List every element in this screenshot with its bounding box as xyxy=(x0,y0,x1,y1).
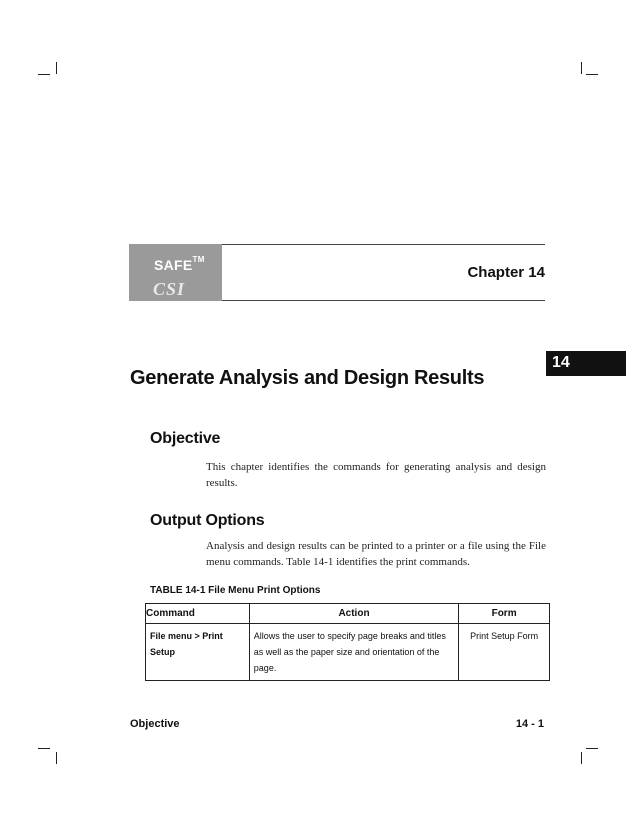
crop-mark xyxy=(581,62,582,74)
column-header-form: Form xyxy=(459,604,550,624)
crop-mark xyxy=(586,748,598,749)
footer-section-name: Objective xyxy=(130,718,180,730)
section-heading-output-options: Output Options xyxy=(150,512,265,529)
section-heading-objective: Objective xyxy=(150,430,221,447)
crop-mark xyxy=(56,62,57,74)
crop-mark xyxy=(586,74,598,75)
chapter-thumb-tab: 14 xyxy=(546,351,626,376)
crop-mark xyxy=(38,74,50,75)
banner-rule-top xyxy=(222,244,545,245)
column-header-command: Command xyxy=(146,604,250,624)
cell-command: File menu > Print Setup xyxy=(146,624,250,681)
print-options-table xyxy=(145,603,550,681)
crop-mark xyxy=(581,752,582,764)
chapter-banner xyxy=(129,244,545,301)
safe-csi-logo: SAFE™ CSI xyxy=(129,244,222,301)
section-paragraph-objective: This chapter identifies the commands for generating analysis and design results. xyxy=(206,461,546,489)
crop-mark xyxy=(38,748,50,749)
cell-form: Print Setup Form xyxy=(459,624,550,681)
column-header-action: Action xyxy=(249,604,458,624)
chapter-label: Chapter 14 xyxy=(467,264,545,281)
section-paragraph-output-options: Analysis and design results can be printed to a printer or a file using the File menu commands. Table 14-1 identifies the print commands. xyxy=(206,540,546,568)
page-title: Generate Analysis and Design Results xyxy=(130,367,485,389)
table-header-row xyxy=(146,604,550,624)
crop-mark xyxy=(56,752,57,764)
footer-page-number: 14 - 1 xyxy=(515,718,544,730)
table-row xyxy=(146,624,550,681)
cell-action: Allows the user to specify page breaks and titles as well as the paper size and orientation of the page. xyxy=(249,624,458,681)
banner-rule-bottom xyxy=(222,300,545,301)
table-caption: TABLE 14-1 File Menu Print Options xyxy=(150,585,321,596)
